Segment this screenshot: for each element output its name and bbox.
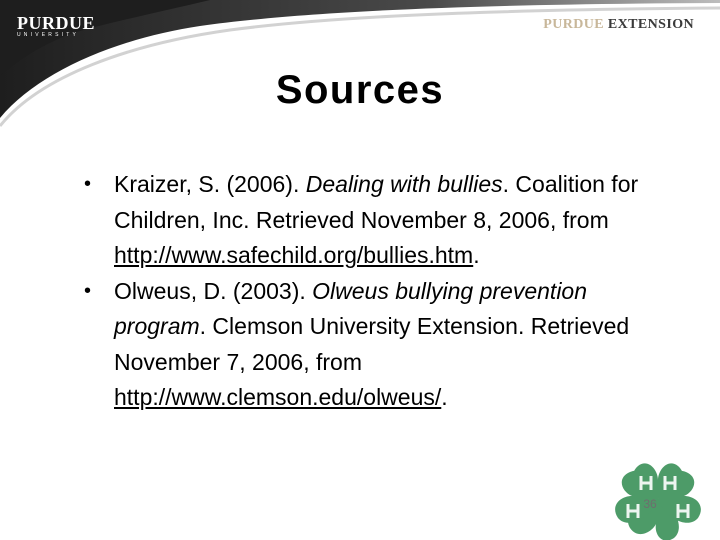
sources-list (84, 167, 644, 416)
purdue-extension-logo (543, 17, 694, 33)
source-link-safechild[interactable]: http://www.safechild.org/bullies.htm (114, 242, 474, 268)
purdue-logo-word: PURDUE (17, 13, 95, 33)
bullet: • (84, 173, 92, 195)
slide-title: Sources (275, 68, 445, 112)
source-details: . Clemson University Extension. Retrieved November 7, 2006, from (114, 313, 630, 375)
purdue-logo-subtext: UNIVERSITY (17, 32, 80, 38)
page-number: 36 (643, 497, 657, 511)
purdue-university-logo (17, 14, 95, 39)
source-item-kraizer (84, 167, 644, 274)
source-author-year: Kraizer, S. (2006). (114, 171, 306, 197)
extension-logo-purdue: PURDUE (543, 17, 605, 32)
source-details: . Coalition for Children, Inc. Retrieved November 8, 2006, from (114, 171, 639, 233)
bullet: • (84, 279, 92, 302)
source-item-olweus (84, 274, 644, 416)
source-link-clemson[interactable]: http://www.clemson.edu/olweus/ (114, 384, 442, 410)
source-work-title: Olweus bullying prevention program (114, 277, 588, 339)
source-author-year: Olweus, D. (2003). (114, 277, 313, 304)
source-end: . (473, 242, 480, 268)
extension-logo-extension: EXTENSION (607, 17, 694, 32)
source-work-title: Dealing with bullies (305, 171, 503, 197)
source-end: . (441, 384, 448, 410)
